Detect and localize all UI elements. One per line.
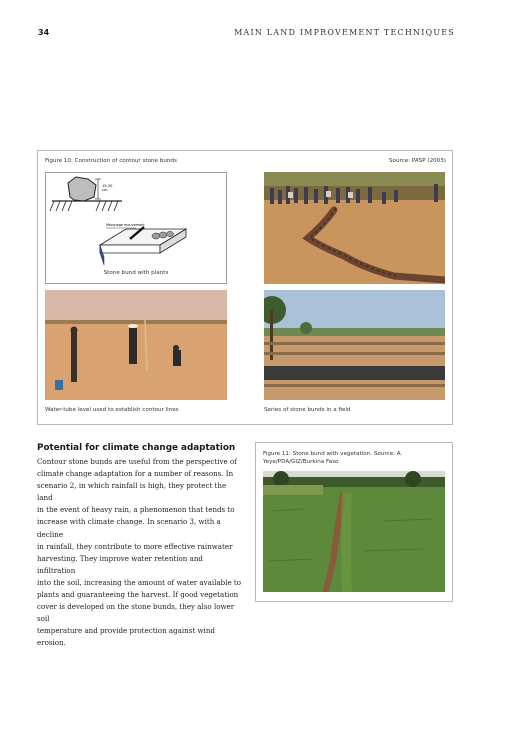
photo-series-caption: Series of stone bunds in a field [264,407,351,413]
photo-water-tube-caption: Water-tube level used to establish contour lines [45,407,179,413]
figure-10-caption: Figure 10: Construction of contour stone bunds [45,158,177,164]
section-paragraph: Contour stone bunds are useful from the perspective of climate change adaptation for a number of reasons. In scenario 2, in which rainfall is high, they protect the land in the event of heavy rain, a phenomenon that tends to increase with climate change. In scenario 3, with a decline in rainfall, they contribute to more effective rainwater harvesting. They improve water retention and infiltration into the soil, increasing the amount of water available to plants and guaranteeing the harvest. If good vegetation cover is developed on the stone bunds, they also lower soil temperature and provide protection against wind erosion. [37,457,242,648]
figure-10-source: Source: PASP (2003) [388,158,446,164]
section-heading: Potential for climate change adaptation [37,443,236,453]
diagram-dimension-line2: cm [102,188,108,192]
photo-water-tube-level [45,290,227,400]
diagram-dimension-line1: 15-20 [102,184,113,188]
running-title: MAIN LAND IMPROVEMENT TECHNIQUES [234,28,455,37]
stone-bund-diagram [45,172,227,284]
diagram-annotation: Marquage mouvement [106,223,145,227]
photo-series-stone-bunds [264,290,445,400]
diagram-label: Stone bund with plants [103,270,169,276]
figure-11-caption: Figure 11: Stone bund with vegetation. Source: A. Yeye/PDA/GIZ/Burkina Faso [263,451,403,465]
stone-bund-diagram-drawing [46,173,226,283]
page-number: 34 [38,28,50,37]
photo-stone-bund-vegetation [263,471,445,592]
photo-building-stone-bund [264,172,445,284]
